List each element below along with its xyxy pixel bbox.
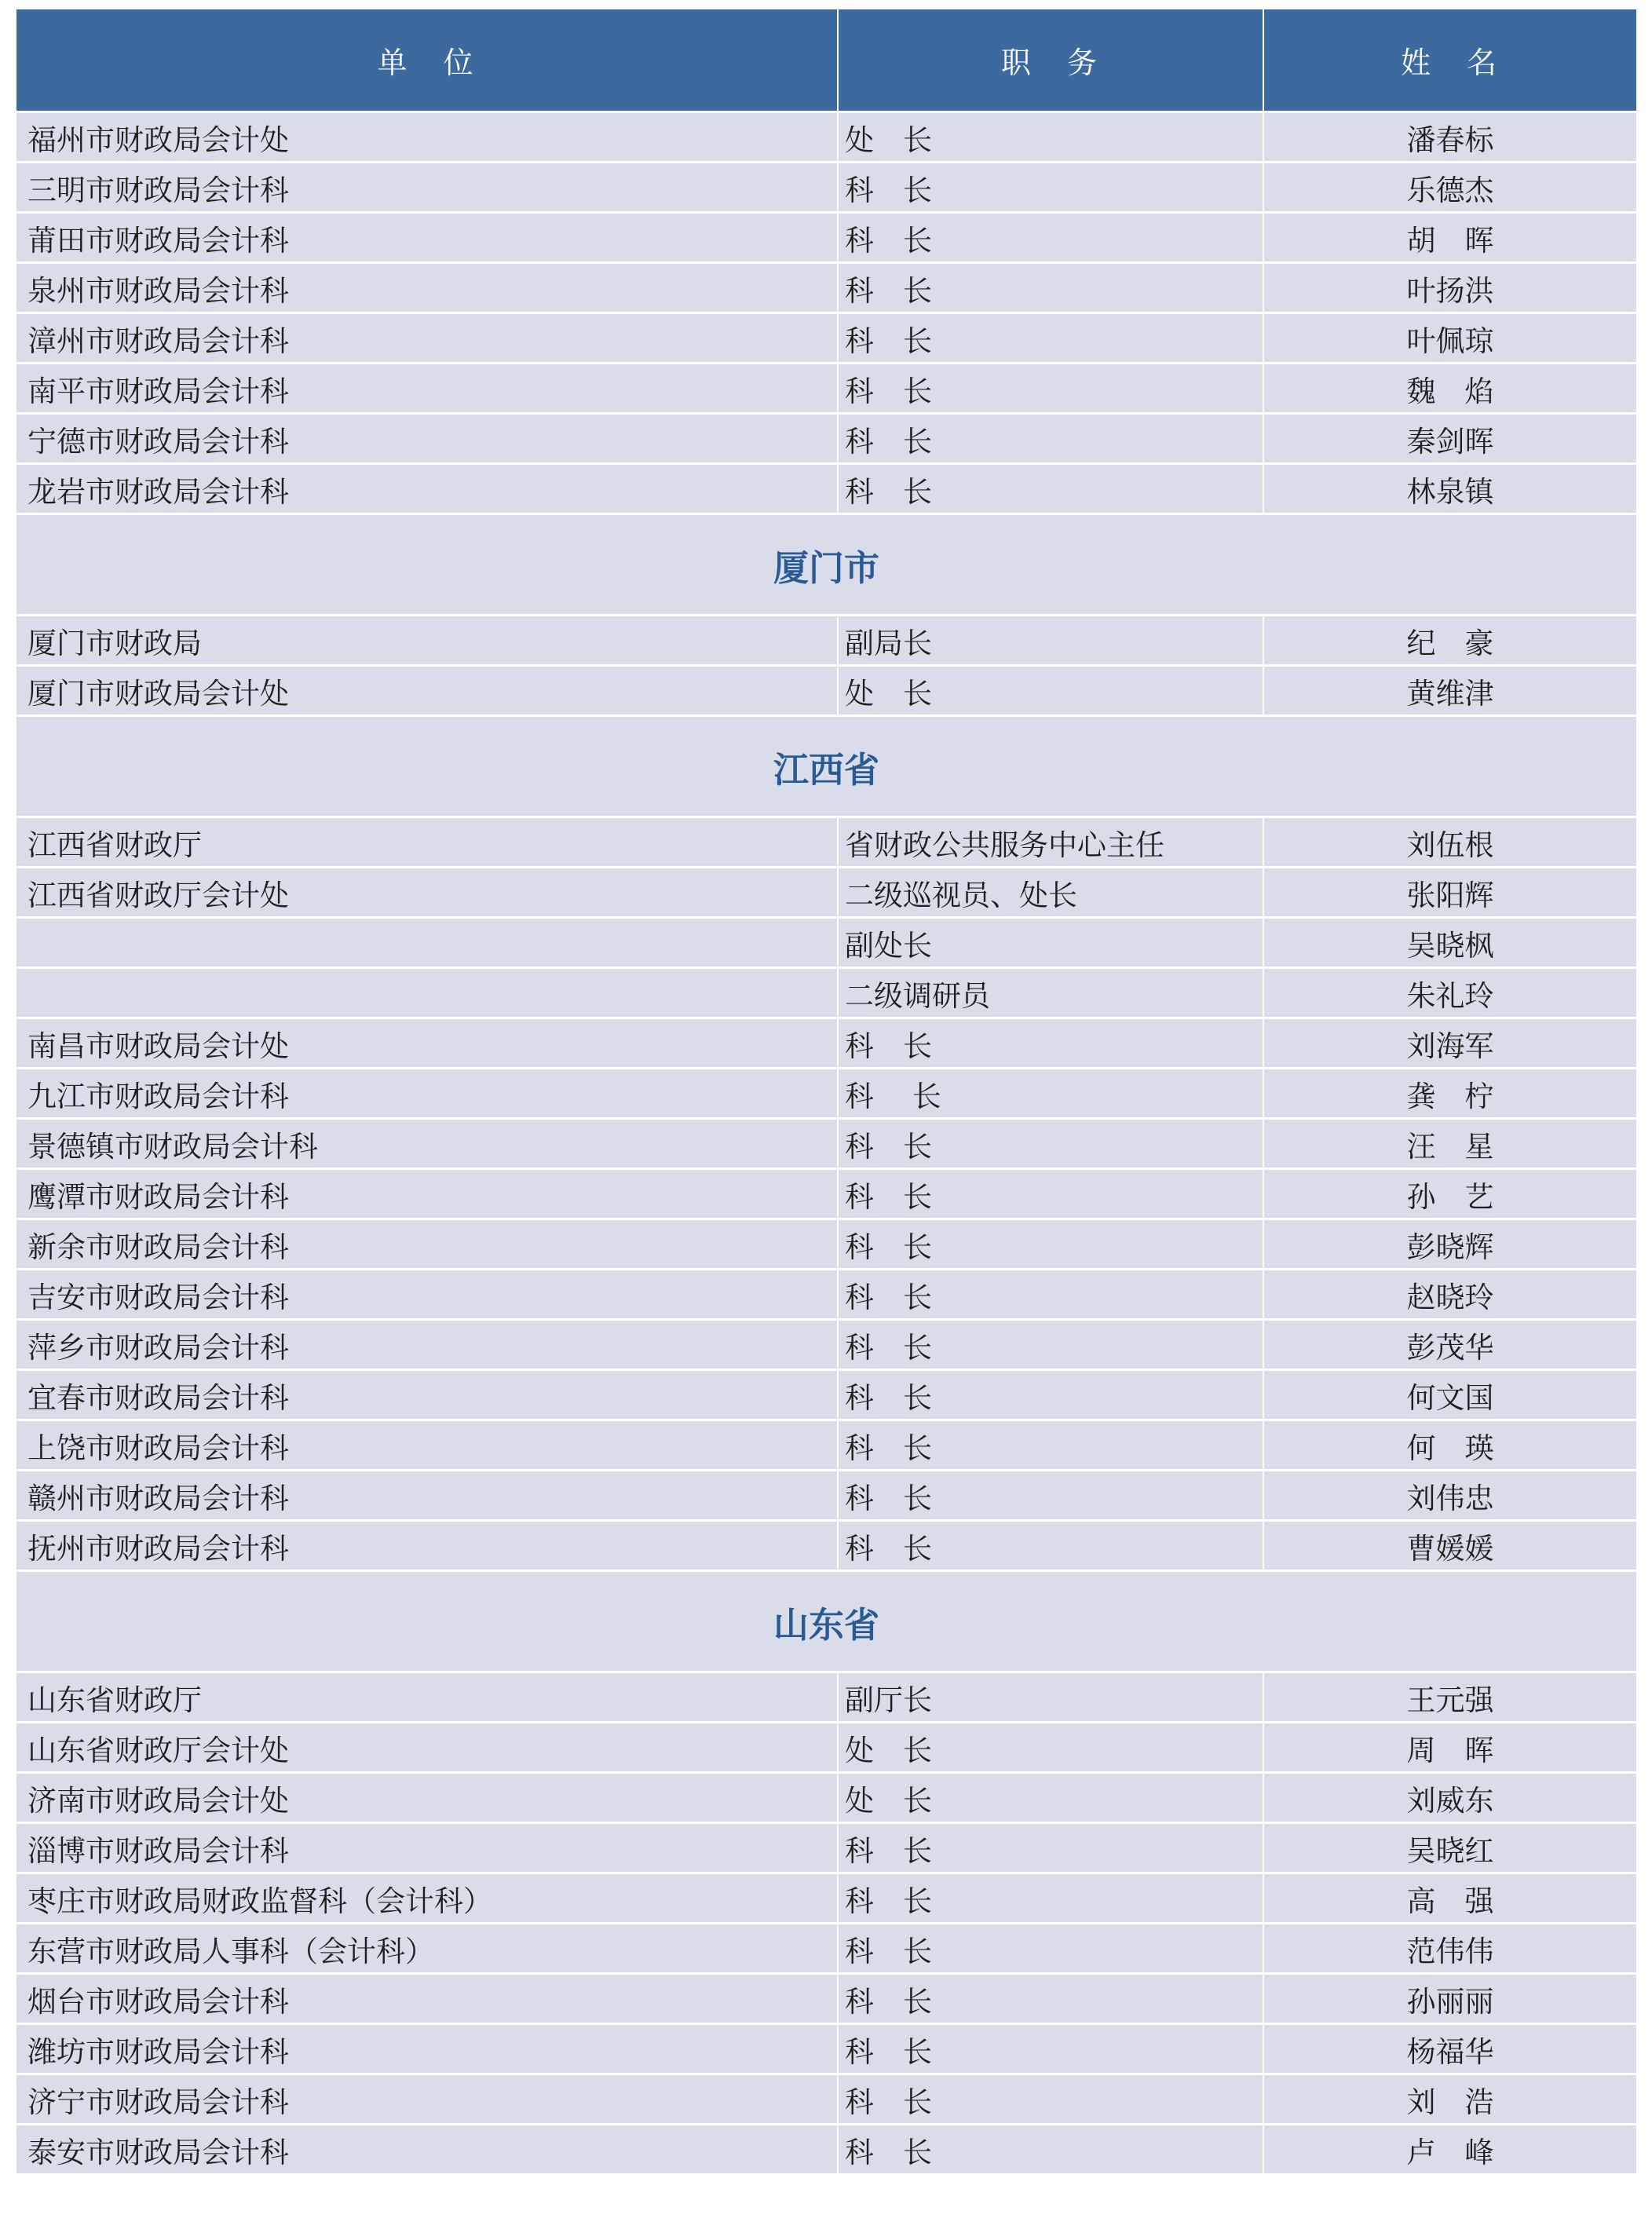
roster-sheet (16, 9, 1636, 2173)
unit-cell: 莆田市财政局会计科 (16, 213, 838, 263)
table-row (16, 1069, 1636, 1119)
position-cell: 科 长 (838, 1320, 1263, 1370)
position-cell: 科 长 (838, 1924, 1263, 1974)
unit-cell (16, 968, 838, 1018)
unit-cell: 东营市财政局人事科（会计科） (16, 1924, 838, 1974)
table-row (16, 1974, 1636, 2024)
table-row (16, 868, 1636, 918)
unit-cell: 上饶市财政局会计科 (16, 1420, 838, 1471)
name-cell: 魏 焰 (1263, 364, 1636, 414)
name-cell: 周 晖 (1263, 1723, 1636, 1773)
unit-cell: 江西省财政厅会计处 (16, 868, 838, 918)
name-cell: 刘伟忠 (1263, 1471, 1636, 1521)
table-row (16, 968, 1636, 1018)
header-row (16, 9, 1636, 112)
position-cell: 科 长 (838, 2125, 1263, 2174)
position-cell: 科 长 (838, 1018, 1263, 1069)
unit-cell: 厦门市财政局会计处 (16, 666, 838, 716)
position-cell: 科 长 (838, 1370, 1263, 1420)
name-cell: 乐德杰 (1263, 163, 1636, 213)
position-cell: 科 长 (838, 1823, 1263, 1873)
name-cell: 张阳辉 (1263, 868, 1636, 918)
position-cell: 科 长 (838, 1420, 1263, 1471)
name-cell: 叶扬洪 (1263, 263, 1636, 313)
position-cell: 省财政公共服务中心主任 (838, 817, 1263, 868)
name-cell: 何文国 (1263, 1370, 1636, 1420)
position-cell: 副局长 (838, 616, 1263, 666)
name-cell: 胡 晖 (1263, 213, 1636, 263)
table-row (16, 1723, 1636, 1773)
table-row (16, 1320, 1636, 1370)
unit-cell: 山东省财政厅 (16, 1672, 838, 1723)
position-cell: 处 长 (838, 1773, 1263, 1823)
unit-cell: 烟台市财政局会计科 (16, 1974, 838, 2024)
name-cell: 秦剑晖 (1263, 414, 1636, 464)
table-row (16, 464, 1636, 514)
unit-cell: 新余市财政局会计科 (16, 1219, 838, 1270)
header-name: 姓 名 (1263, 9, 1636, 112)
name-cell: 潘春标 (1263, 112, 1636, 163)
unit-cell: 济南市财政局会计处 (16, 1773, 838, 1823)
table-row (16, 1521, 1636, 1571)
unit-cell: 厦门市财政局 (16, 616, 838, 666)
unit-cell: 济宁市财政局会计科 (16, 2074, 838, 2125)
table-row (16, 1471, 1636, 1521)
name-cell: 何 瑛 (1263, 1420, 1636, 1471)
table-row (16, 1924, 1636, 1974)
position-cell: 处 长 (838, 1723, 1263, 1773)
position-cell: 科 长 (838, 1521, 1263, 1571)
unit-cell: 三明市财政局会计科 (16, 163, 838, 213)
position-cell: 副厅长 (838, 1672, 1263, 1723)
unit-cell: 景德镇市财政局会计科 (16, 1119, 838, 1169)
name-cell: 吴晓枫 (1263, 918, 1636, 968)
table-row (16, 112, 1636, 163)
name-cell: 汪 星 (1263, 1119, 1636, 1169)
position-cell: 科 长 (838, 263, 1263, 313)
table-row (16, 163, 1636, 213)
position-cell: 科 长 (838, 414, 1263, 464)
table-row (16, 2074, 1636, 2125)
unit-cell: 江西省财政厅 (16, 817, 838, 868)
name-cell: 刘海军 (1263, 1018, 1636, 1069)
unit-cell: 赣州市财政局会计科 (16, 1471, 838, 1521)
table-row (16, 1270, 1636, 1320)
unit-cell: 南平市财政局会计科 (16, 364, 838, 414)
section-row (16, 514, 1636, 616)
position-cell: 处 长 (838, 666, 1263, 716)
unit-cell: 泉州市财政局会计科 (16, 263, 838, 313)
position-cell: 科 长 (838, 1471, 1263, 1521)
table-row (16, 918, 1636, 968)
table-row (16, 313, 1636, 364)
position-cell: 科 长 (838, 213, 1263, 263)
table-row (16, 1370, 1636, 1420)
name-cell: 范伟伟 (1263, 1924, 1636, 1974)
name-cell: 卢 峰 (1263, 2125, 1636, 2174)
name-cell: 刘 浩 (1263, 2074, 1636, 2125)
table-row (16, 364, 1636, 414)
name-cell: 黄维津 (1263, 666, 1636, 716)
table-row (16, 1873, 1636, 1924)
position-cell: 科 长 (838, 163, 1263, 213)
position-cell: 科 长 (838, 1119, 1263, 1169)
name-cell: 王元强 (1263, 1672, 1636, 1723)
unit-cell: 吉安市财政局会计科 (16, 1270, 838, 1320)
unit-cell: 山东省财政厅会计处 (16, 1723, 838, 1773)
position-cell: 科 长 (838, 1069, 1263, 1119)
name-cell: 纪 豪 (1263, 616, 1636, 666)
roster-table (16, 9, 1636, 2173)
table-row (16, 1773, 1636, 1823)
table-row (16, 1672, 1636, 1723)
name-cell: 彭晓辉 (1263, 1219, 1636, 1270)
unit-cell: 龙岩市财政局会计科 (16, 464, 838, 514)
name-cell: 高 强 (1263, 1873, 1636, 1924)
unit-cell: 宜春市财政局会计科 (16, 1370, 838, 1420)
unit-cell: 萍乡市财政局会计科 (16, 1320, 838, 1370)
position-cell: 副处长 (838, 918, 1263, 968)
position-cell: 科 长 (838, 1270, 1263, 1320)
name-cell: 刘威东 (1263, 1773, 1636, 1823)
table-row (16, 616, 1636, 666)
table-row (16, 213, 1636, 263)
unit-cell: 九江市财政局会计科 (16, 1069, 838, 1119)
name-cell: 林泉镇 (1263, 464, 1636, 514)
table-row (16, 1119, 1636, 1169)
position-cell: 科 长 (838, 1169, 1263, 1219)
position-cell: 二级调研员 (838, 968, 1263, 1018)
table-row (16, 1169, 1636, 1219)
section-title: 厦门市 (16, 514, 1636, 616)
position-cell: 科 长 (838, 464, 1263, 514)
name-cell: 朱礼玲 (1263, 968, 1636, 1018)
name-cell: 曹媛媛 (1263, 1521, 1636, 1571)
name-cell: 杨福华 (1263, 2024, 1636, 2074)
table-row (16, 1018, 1636, 1069)
section-title: 山东省 (16, 1571, 1636, 1672)
section-row (16, 716, 1636, 817)
name-cell: 赵晓玲 (1263, 1270, 1636, 1320)
name-cell: 叶佩琼 (1263, 313, 1636, 364)
unit-cell: 泰安市财政局会计科 (16, 2125, 838, 2174)
unit-cell: 南昌市财政局会计处 (16, 1018, 838, 1069)
table-row (16, 2125, 1636, 2174)
table-row (16, 1219, 1636, 1270)
section-row (16, 1571, 1636, 1672)
unit-cell: 鹰潭市财政局会计科 (16, 1169, 838, 1219)
unit-cell (16, 918, 838, 968)
unit-cell: 抚州市财政局会计科 (16, 1521, 838, 1571)
position-cell: 科 长 (838, 364, 1263, 414)
table-row (16, 1823, 1636, 1873)
position-cell: 科 长 (838, 313, 1263, 364)
table-row (16, 263, 1636, 313)
position-cell: 二级巡视员、处长 (838, 868, 1263, 918)
unit-cell: 枣庄市财政局财政监督科（会计科） (16, 1873, 838, 1924)
section-title: 江西省 (16, 716, 1636, 817)
name-cell: 刘伍根 (1263, 817, 1636, 868)
name-cell: 孙 艺 (1263, 1169, 1636, 1219)
name-cell: 彭茂华 (1263, 1320, 1636, 1370)
unit-cell: 漳州市财政局会计科 (16, 313, 838, 364)
unit-cell: 宁德市财政局会计科 (16, 414, 838, 464)
position-cell: 科 长 (838, 1219, 1263, 1270)
header-unit: 单 位 (16, 9, 838, 112)
table-row (16, 817, 1636, 868)
header-position: 职 务 (838, 9, 1263, 112)
table-row (16, 666, 1636, 716)
name-cell: 吴晓红 (1263, 1823, 1636, 1873)
position-cell: 处 长 (838, 112, 1263, 163)
roster-body (16, 112, 1636, 2174)
table-row (16, 414, 1636, 464)
name-cell: 龚 柠 (1263, 1069, 1636, 1119)
unit-cell: 淄博市财政局会计科 (16, 1823, 838, 1873)
table-row (16, 1420, 1636, 1471)
table-row (16, 2024, 1636, 2074)
position-cell: 科 长 (838, 2074, 1263, 2125)
position-cell: 科 长 (838, 1873, 1263, 1924)
position-cell: 科 长 (838, 2024, 1263, 2074)
position-cell: 科 长 (838, 1974, 1263, 2024)
unit-cell: 潍坊市财政局会计科 (16, 2024, 838, 2074)
name-cell: 孙丽丽 (1263, 1974, 1636, 2024)
unit-cell: 福州市财政局会计处 (16, 112, 838, 163)
